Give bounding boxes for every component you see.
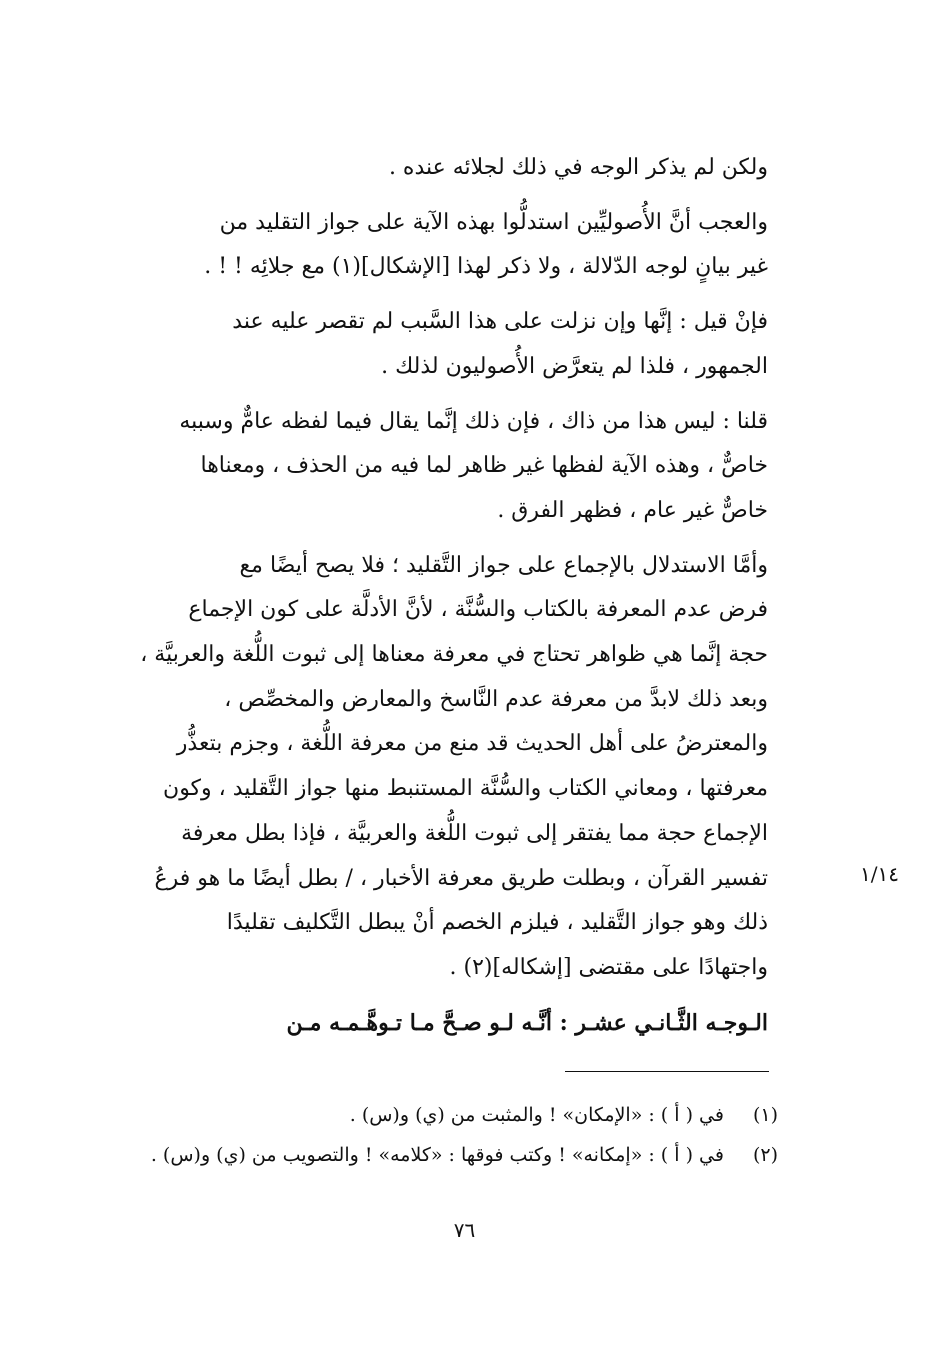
footnote-text: في ( أ ) : «إمكانه» ! وكتب فوقها : «كلامه» ! والتصويب من (ي) و(س) . [150,1144,724,1166]
text-line: واجتهادًا على مقتضى [إشكاله](٢) . [449,954,768,980]
section-heading-line: الـوجـه الثَّـانـي عشـر : أنَّـه لـو صـحَّ مـا تـوهَّـمـه مـن [286,1009,768,1036]
text-line: خاصٌّ ، وهذه الآية لفظها غير ظاهر لما فيه من الحذف ، ومعناها [200,453,768,479]
text-line: غير بيانٍ لوجه الدّلالة ، ولا ذكر لهذا [الإشكال](١) مع جلائِه ! ! . [204,254,768,280]
main-text [100,146,768,1045]
footnote-number: (٢) [752,1144,778,1166]
text-line: معرفتها ، ومعاني الكتاب والسُّنَّة المستنبط منها جواز التَّقليد ، وكون [163,776,768,802]
footnote-text: في ( أ ) : «الإمكان» ! والمثبت من (ي) و(س) . [349,1104,724,1126]
margin-page-reference: ١/١٤ [860,862,899,886]
text-line: وبعد ذلك لابدَّ من معرفة عدم النَّاسخ والمعارض والمخصِّص ، [224,686,768,712]
text-line: والمعترضُ على أهل الحديث قد منع من معرفة اللُّغة ، وجزم بتعذُّر [176,731,768,757]
footnote-number: (١) [752,1104,778,1126]
text-line: فإنْ قيل : إنَّها وإن نزلت على هذا السَّبب لم تقصر عليه عند [232,309,768,335]
footnotes [110,1095,778,1175]
text-line: الإجماع حجة مما يفتقر إلى ثبوت اللُّغة والعربيَّة ، فإذا بطل معرفة [181,820,768,846]
text-line: الجمهور ، فلذا لم يتعرَّض الأُصوليون لذلك . [381,353,768,379]
page-number: ٧٦ [453,1218,476,1242]
text-line: تفسير القرآن ، وبطلت طريق معرفة الأخبار ، / بطل أيضًا ما هو فرعُ [154,865,768,891]
text-line: قلنا : ليس هذا من ذاك ، فإن ذلك إنَّما يقال فيما لفظه عامٌّ وسببه [179,408,768,434]
footnote-divider [565,1071,769,1072]
footnote [110,1095,778,1135]
text-line: ذلك وهو جواز التَّقليد ، فيلزم الخصم أنْ يبطل التَّكليف تقليدًا [226,910,768,936]
footnote [110,1135,778,1175]
text-line: خاصٌّ غير عام ، فظهر الفرق . [497,497,768,523]
text-line: فرض عدم المعرفة بالكتاب والسُّنَّة ، لأنَّ الأدلَّة على كون الإجماع [188,597,768,623]
text-line: ولكن لم يذكر الوجه في ذلك لجلائه عنده . [388,155,768,180]
text-line: والعجب أنَّ الأُصوليِّين استدلُّوا بهذه الآية على جواز التقليد من [219,209,768,235]
text-line: وأمَّا الاستدلال بالإجماع على جواز التَّقليد ؛ فلا يصح أيضًا مع [239,552,768,578]
text-line: حجة إنَّما هي ظواهر تحتاج في معرفة معناها إلى ثبوت اللُّغة والعربيَّة ، [140,642,768,668]
